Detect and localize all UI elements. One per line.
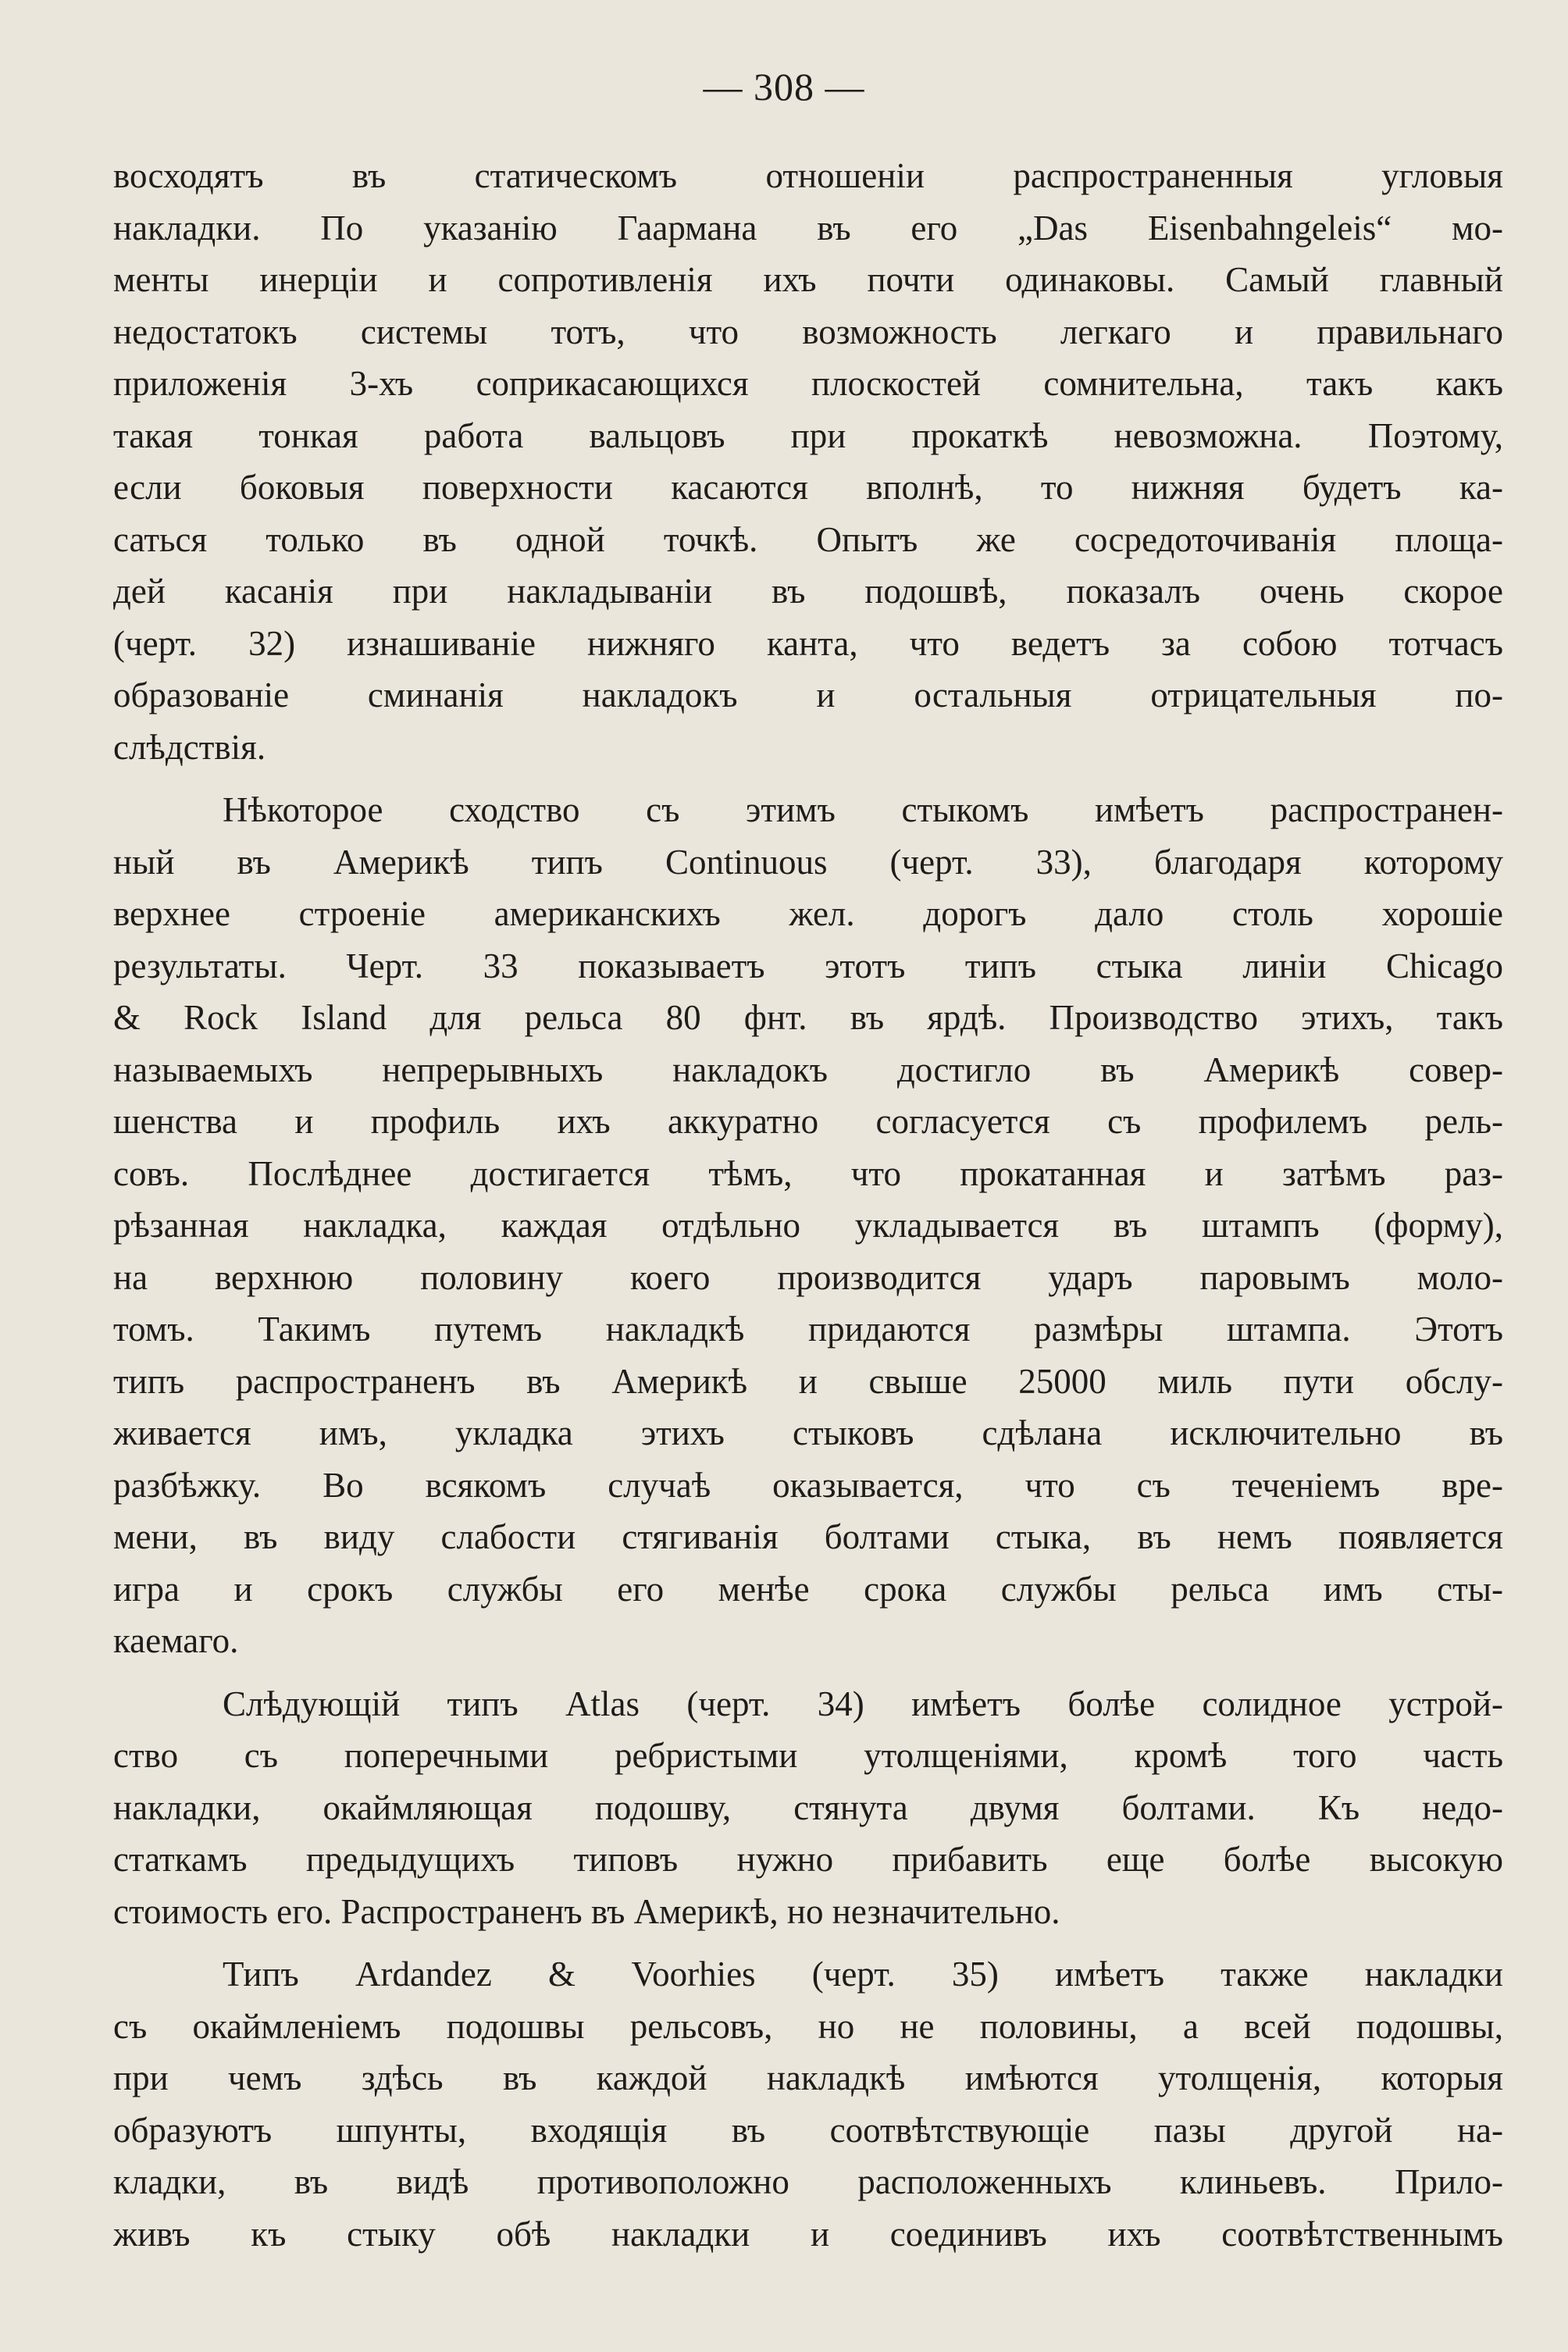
text-line: накладки. По указанію Гаармана въ его „Das Eisenbahngeleis“ мо- (113, 208, 1503, 248)
text-line: Типъ Ardandez & Voorhies (черт. 35) имѣетъ также накладки (223, 1955, 1503, 1994)
text-line: при чемъ здѣсь въ каждой накладкѣ имѣются утолщенія, которыя (113, 2058, 1503, 2097)
text-line: стоимость его. Распространенъ въ Америкѣ, но незначительно. (113, 1891, 1060, 1931)
text-line: дей касанія при накладываніи въ подошвѣ, показалъ очень скорое (113, 572, 1503, 611)
text-line: совъ. Послѣднее достигается тѣмъ, что прокатанная и затѣмъ раз- (113, 1153, 1503, 1193)
text-line: накладки, окаймляющая подошву, стянута двумя болтами. Къ недо- (113, 1787, 1503, 1827)
text-line: каемаго. (113, 1621, 239, 1660)
text-line: образованіе сминанія накладокъ и остальныя отрицательныя по- (113, 675, 1503, 715)
text-line: шенства и профиль ихъ аккуратно согласуется съ профилемъ рель- (113, 1102, 1503, 1141)
text-line: приложенія 3-хъ соприкасающихся плоскостей сомнительна, такъ какъ (113, 364, 1503, 403)
text-line: игра и срокъ службы его менѣе срока службы рельса имъ сты- (113, 1569, 1503, 1609)
text-line: кладки, въ видѣ противоположно расположенныхъ клиньевъ. Прило- (113, 2162, 1503, 2201)
text-line: типъ распространенъ въ Америкѣ и свыше 25000 миль пути обслу- (113, 1361, 1503, 1401)
text-line: & Rock Island для рельса 80 фнт. въ ярдѣ. Производство этихъ, такъ (113, 998, 1503, 1037)
text-line: если боковыя поверхности касаются вполнѣ, то нижняя будетъ ка- (113, 468, 1503, 507)
page-number: — 308 — (703, 65, 865, 109)
paragraph-1 (113, 150, 1503, 773)
text-line: мени, въ виду слабости стягиванія болтами стыка, въ немъ появляется (113, 1517, 1503, 1556)
text-line: съ окаймленіемъ подошвы рельсовъ, но не половины, а всей подошвы, (113, 2006, 1503, 2046)
text-line: живается имъ, укладка этихъ стыковъ сдѣлана исключительно въ (113, 1413, 1503, 1452)
text-line: верхнее строеніе американскихъ жел. дорогъ дало столь хорошіе (113, 894, 1503, 933)
paragraph-2 (113, 784, 1503, 1667)
text-line: на верхнюю половину коего производится ударъ паровымъ моло- (113, 1257, 1503, 1297)
paragraph-3 (113, 1678, 1503, 1938)
text-line: томъ. Такимъ путемъ накладкѣ придаются размѣры штампа. Этотъ (113, 1310, 1503, 1349)
text-line: такая тонкая работа вальцовъ при прокаткѣ невозможна. Поэтому, (113, 415, 1503, 455)
text-line: разбѣжку. Во всякомъ случаѣ оказывается, что съ теченіемъ вре- (113, 1465, 1503, 1505)
text-line: результаты. Черт. 33 показываетъ этотъ типъ стыка линіи Chicago (113, 946, 1503, 985)
text-line: ный въ Америкѣ типъ Continuous (черт. 33), благодаря которому (113, 842, 1503, 882)
text-line: Нѣкоторое сходство съ этимъ стыкомъ имѣетъ распространен- (223, 790, 1503, 829)
text-line: ство съ поперечными ребристыми утолщеніями, кромѣ того часть (113, 1736, 1503, 1775)
text-line: слѣдствія. (113, 727, 266, 767)
text-line: называемыхъ непрерывныхъ накладокъ достигло въ Америкѣ совер- (113, 1049, 1503, 1089)
body-text (113, 150, 1503, 2271)
text-line: саться только въ одной точкѣ. Опытъ же сосредоточиванія площа- (113, 519, 1503, 559)
paragraph-4 (113, 1948, 1503, 2260)
text-line: образуютъ шпунты, входящія въ соотвѣтствующіе пазы другой на- (113, 2110, 1503, 2150)
text-line: недостатокъ системы тотъ, что возможность легкаго и правильнаго (113, 312, 1503, 351)
text-line: живъ къ стыку обѣ накладки и соединивъ ихъ соотвѣтственнымъ (113, 2214, 1503, 2254)
text-line: рѣзанная накладка, каждая отдѣльно укладывается въ штампъ (форму), (113, 1206, 1503, 1245)
text-line: восходятъ въ статическомъ отношеніи распространенныя угловыя (113, 156, 1503, 195)
text-line: менты инерціи и сопротивленія ихъ почти одинаковы. Самый главный (113, 260, 1503, 299)
text-line: статкамъ предыдущихъ типовъ нужно прибавить еще болѣе высокую (113, 1840, 1503, 1879)
text-line: Слѣдующій типъ Atlas (черт. 34) имѣетъ болѣе солидное устрой- (223, 1684, 1503, 1723)
text-line: (черт. 32) изнашиваніе нижняго канта, что ведетъ за собою тотчасъ (113, 623, 1503, 663)
